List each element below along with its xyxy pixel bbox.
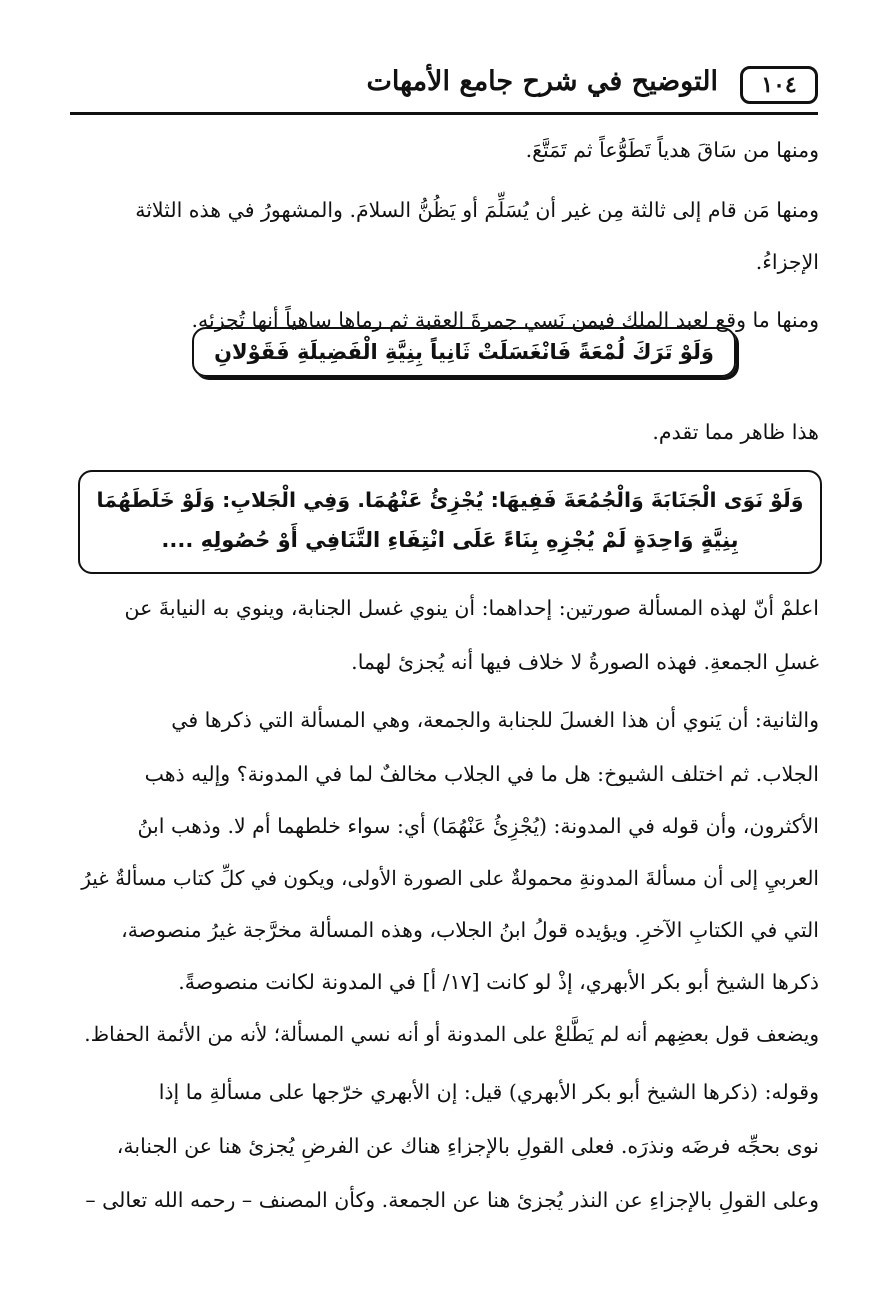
matn-box-2 bbox=[78, 470, 822, 574]
paragraph-line: وقوله: (ذكرها الشيخ أبو بكر الأبهري) قيل: إن الأبهري خرّجها على مسألةِ ما إذا bbox=[158, 1080, 819, 1104]
page-number: ١٠٤ bbox=[740, 66, 818, 104]
paragraph-line: هذا ظاهر مما تقدم. bbox=[652, 420, 819, 444]
paragraph-line: الأكثرون، وأن قوله في المدونة: (يُجْزِئُ عَنْهُمَا) أي: سواء خلطهما أم لا. وذهب ابنُ bbox=[137, 814, 819, 838]
paragraph-line: نوى بحجِّه فرضَه ونذرَه. فعلى القولِ بالإجزاءِ هناك عن الفرضِ يُجزئ هنا عن الجنابة، bbox=[116, 1134, 819, 1158]
paragraph-line: التي في الكتابِ الآخرِ. ويؤيده قولُ ابنُ الجلاب، وهذه المسألة مخرَّجة غيرُ منصوصة، bbox=[121, 918, 819, 942]
paragraph-line: والثانية: أن يَنوي أن هذا الغسلَ للجنابة والجمعة، وهي المسألة التي ذكرها في bbox=[171, 708, 819, 732]
page-header bbox=[70, 58, 818, 110]
paragraph-line: العربيِ إلى أن مسألةَ المدونةِ محمولةٌ على الصورة الأولى، ويكون في كلِّ كتاب مسألةٌ غيرُ bbox=[81, 866, 819, 890]
paragraph-line: الجلاب. ثم اختلف الشيوخ: هل ما في الجلاب مخالفٌ لما في المدونة؟ وإليه ذهب bbox=[144, 762, 819, 786]
paragraph-line: ومنها من سَاقَ هدياً تَطَوُّعاً ثم تَمَتَّعَ. bbox=[525, 138, 819, 162]
matn-box-1: وَلَوْ تَرَكَ لُمْعَةً فَانْغَسَلَتْ ثَانِياً بِنِيَّةِ الْفَضِيلَةِ فَقَوْلانِ bbox=[192, 327, 736, 377]
running-title: التوضيح في شرح جامع الأمهات bbox=[366, 66, 718, 97]
paragraph-line: ذكرها الشيخ أبو بكر الأبهري، إذْ لو كانت [١٧/ أ] في المدونة لكانت منصوصةً. bbox=[178, 970, 819, 994]
paragraph-line: ويضعف قول بعضِهم أنه لم يَطَّلعْ على المدونة أو أنه نسي المسألة؛ لأنه من الأئمة الحفاظ. bbox=[84, 1022, 819, 1046]
paragraph-line: وعلى القولِ بالإجزاءِ عن النذر يُجزئ هنا عن الجمعة. وكأن المصنف – رحمه الله تعالى – bbox=[85, 1188, 819, 1212]
paragraph-line: الإجزاءُ. bbox=[755, 250, 819, 274]
matn-line: بِنِيَّةٍ وَاحِدَةٍ لَمْ يُجْزِهِ بِنَاءً عَلَى انْتِفَاءِ التَّنَافِي أَوْ حُصُولِهِ .... bbox=[161, 528, 739, 552]
paragraph-line: ومنها ما وقع لعبد الملك فيمن نَسي جمرةَ العقبة ثم رماها ساهياً أنها تُجزئه. bbox=[191, 308, 819, 332]
paragraph-line: غسلِ الجمعةِ. فهذه الصورةُ لا خلاف فيها أنه يُجزئ لهما. bbox=[351, 650, 819, 674]
matn-line: وَلَوْ نَوَى الْجَنَابَةَ وَالْجُمُعَةَ فَفِيهَا: يُجْزِئُ عَنْهُمَا. وَفِي الْجَلابِ: وَلَوْ خَلَطَهُمَا bbox=[96, 488, 804, 512]
paragraph-line: ومنها مَن قام إلى ثالثة مِن غير أن يُسَلِّمَ أو يَظُنُّ السلامَ. والمشهورُ في هذه الثلاثة bbox=[135, 198, 819, 222]
header-rule bbox=[70, 112, 818, 115]
paragraph-line: اعلمْ أنّ لهذه المسألة صورتين: إحداهما: أن ينوي غسل الجنابة، وينوي به النيابةَ عن bbox=[124, 596, 819, 620]
